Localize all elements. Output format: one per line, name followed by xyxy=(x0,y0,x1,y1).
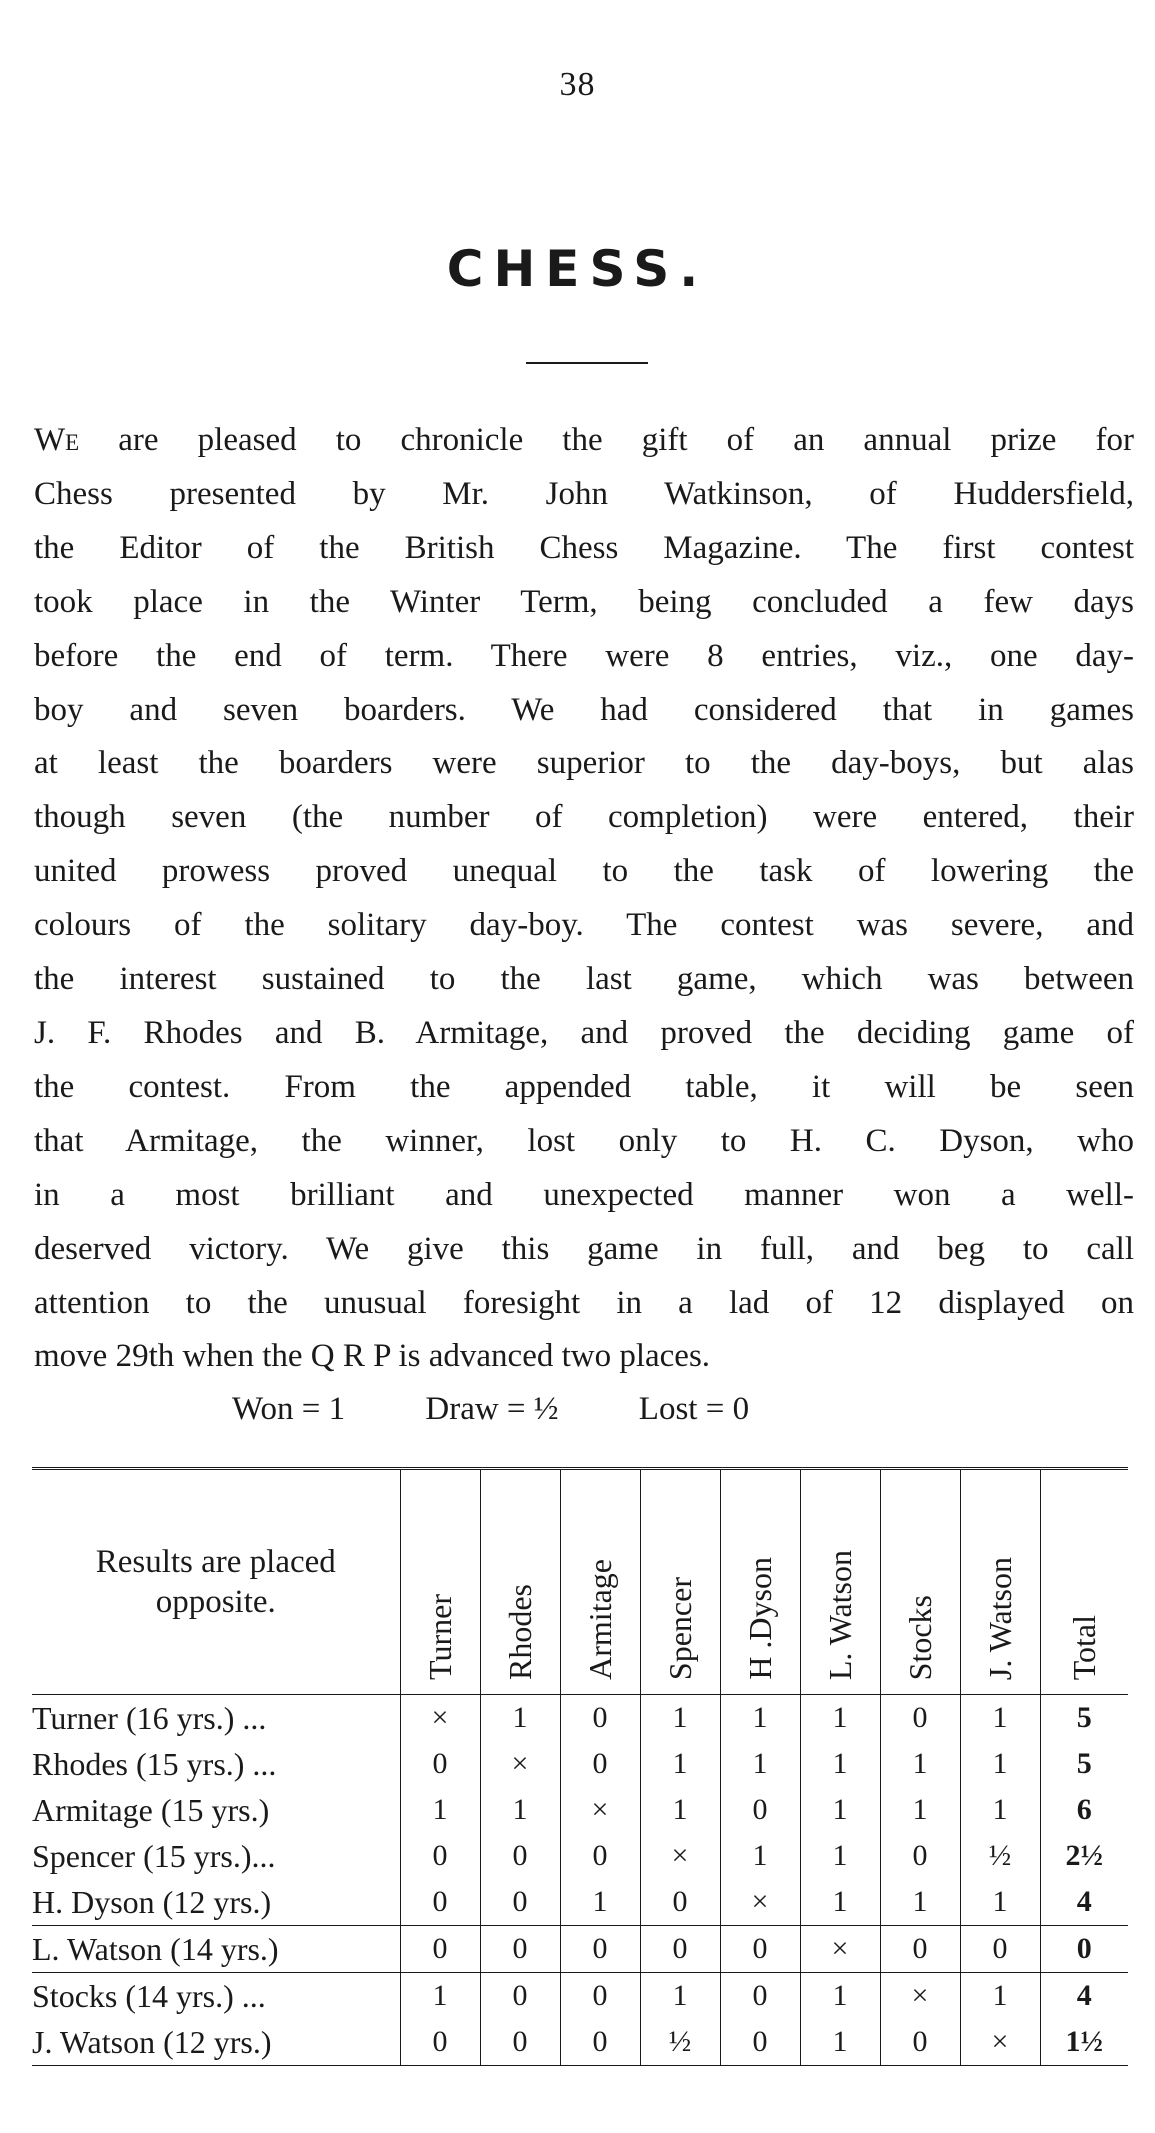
total-cell: 1½ xyxy=(1040,2019,1128,2066)
total-cell: 5 xyxy=(1040,1695,1128,1742)
player-name: J. Watson (12 yrs.) xyxy=(32,2019,400,2066)
result-cell: 1 xyxy=(800,1879,880,1926)
result-cell: 1 xyxy=(960,1973,1040,2020)
total-cell: 0 xyxy=(1040,1926,1128,1973)
result-cell: 1 xyxy=(480,1695,560,1742)
column-header-label: J. Watson xyxy=(981,1556,1018,1680)
page-title: CHESS. xyxy=(446,240,709,298)
result-cell: 0 xyxy=(880,1695,960,1742)
result-cell: × xyxy=(960,2019,1040,2066)
result-cell: 1 xyxy=(720,1695,800,1742)
result-cell: 1 xyxy=(960,1879,1040,1926)
result-cell: 1 xyxy=(640,1695,720,1742)
result-cell: 0 xyxy=(400,1833,480,1879)
table-row xyxy=(32,2019,1128,2066)
column-header-label: Spencer xyxy=(661,1576,698,1680)
result-cell: 0 xyxy=(880,1833,960,1879)
result-cell: 1 xyxy=(880,1741,960,1787)
table-row xyxy=(32,1695,1128,1742)
result-cell: × xyxy=(800,1926,880,1973)
body-line: attention to the unusual foresight in a lad of 12 displayed on xyxy=(34,1284,1134,1321)
result-cell: 0 xyxy=(640,1879,720,1926)
result-cell: 1 xyxy=(400,1787,480,1833)
table-row xyxy=(32,1973,1128,2020)
player-name: Rhodes (15 yrs.) ... xyxy=(32,1745,277,1782)
result-cell: 1 xyxy=(560,1879,640,1926)
result-cell: 0 xyxy=(560,1833,640,1879)
total-cell: 4 xyxy=(1040,1879,1128,1926)
column-header-label: Stocks xyxy=(901,1594,938,1680)
column-header-label: Rhodes xyxy=(501,1584,538,1680)
result-cell: 1 xyxy=(400,1973,480,2020)
result-cell: × xyxy=(480,1741,560,1787)
result-cell: 0 xyxy=(640,1926,720,1973)
result-cell: 0 xyxy=(560,2019,640,2066)
result-cell: 0 xyxy=(480,1926,560,1973)
corner-label: Results are placed opposite. xyxy=(32,1469,400,1695)
header-row xyxy=(32,1469,1128,1695)
result-cell: 1 xyxy=(640,1741,720,1787)
result-cell: 0 xyxy=(480,1879,560,1926)
body-line: the contest. From the appended table, it will be seen xyxy=(34,1068,1134,1105)
column-header xyxy=(400,1469,480,1695)
body-line: boy and seven boarders. We had considered that in games xyxy=(34,691,1134,728)
body-line: that Armitage, the winner, lost only to H. C. Dyson, who xyxy=(34,1122,1134,1159)
body-line: though seven (the number of completion) were entered, their xyxy=(34,799,1134,836)
result-cell: 1 xyxy=(800,1695,880,1742)
result-cell: × xyxy=(640,1833,720,1879)
column-header-label: H .Dyson xyxy=(741,1557,778,1680)
result-cell: 0 xyxy=(480,1833,560,1879)
body-line: deserved victory. We give this game in full, and beg to call xyxy=(34,1230,1134,1267)
column-header xyxy=(800,1469,880,1695)
drop-smallcaps: We xyxy=(34,422,80,458)
table-row xyxy=(32,1741,1128,1787)
body-line: Chess presented by Mr. John Watkinson, of Huddersfield, xyxy=(34,475,1134,512)
result-cell: 0 xyxy=(560,1926,640,1973)
body-line: the interest sustained to the last game, which was between xyxy=(34,961,1134,998)
result-cell: 1 xyxy=(800,1973,880,2020)
result-cell: × xyxy=(880,1973,960,2020)
column-header xyxy=(880,1469,960,1695)
body-line: before the end of term. There were 8 entries, viz., one day- xyxy=(34,637,1134,674)
result-cell: 0 xyxy=(720,1973,800,2020)
result-cell: 1 xyxy=(640,1787,720,1833)
player-name: Spencer (15 yrs.)... xyxy=(32,1837,276,1874)
body-line: united prowess proved unequal to the task of lowering the xyxy=(34,853,1134,890)
column-header-label: Total xyxy=(1065,1614,1102,1680)
column-header xyxy=(480,1469,560,1695)
player-name: L. Watson (14 yrs.) xyxy=(32,1926,400,1973)
column-header-label: Armitage xyxy=(581,1559,618,1680)
result-cell: ½ xyxy=(960,1833,1040,1879)
result-cell: 1 xyxy=(720,1741,800,1787)
result-cell: 1 xyxy=(880,1879,960,1926)
table-row xyxy=(32,1879,1128,1926)
player-name: Armitage (15 yrs.) xyxy=(32,1791,270,1828)
result-cell: 0 xyxy=(880,2019,960,2066)
table-row xyxy=(32,1787,1128,1833)
body-line: J. F. Rhodes and B. Armitage, and proved the deciding game of xyxy=(34,1014,1134,1051)
body-line xyxy=(34,414,1134,468)
column-header xyxy=(560,1469,640,1695)
result-cell: 0 xyxy=(400,2019,480,2066)
body-line: in a most brilliant and unexpected manner won a well- xyxy=(34,1176,1134,1213)
result-cell: 1 xyxy=(800,2019,880,2066)
legend-draw: Draw = ½ xyxy=(425,1391,559,1427)
result-cell: 0 xyxy=(720,1787,800,1833)
column-header-label: L. Watson xyxy=(821,1549,858,1680)
player-name: H. Dyson (12 yrs.) xyxy=(32,1879,400,1926)
result-cell: 0 xyxy=(560,1695,640,1742)
result-cell: 0 xyxy=(560,1741,640,1787)
result-cell: 1 xyxy=(960,1787,1040,1833)
result-cell: 1 xyxy=(800,1741,880,1787)
title-divider xyxy=(526,362,648,364)
result-cell: 1 xyxy=(800,1787,880,1833)
table-row xyxy=(32,1833,1128,1879)
result-cell: 0 xyxy=(480,2019,560,2066)
total-cell: 2½ xyxy=(1040,1833,1128,1879)
body-line: at least the boarders were superior to the day-boys, but alas xyxy=(34,745,1134,782)
result-cell: 0 xyxy=(400,1926,480,1973)
total-cell: 4 xyxy=(1040,1973,1128,2020)
body-line: the Editor of the British Chess Magazine. The first contest xyxy=(34,529,1134,566)
result-cell: ½ xyxy=(640,2019,720,2066)
legend-won: Won = 1 xyxy=(232,1391,346,1427)
column-header xyxy=(720,1469,800,1695)
page-number: 38 xyxy=(559,66,596,103)
total-cell: 5 xyxy=(1040,1741,1128,1787)
table-row xyxy=(32,1926,1128,1973)
result-cell: 1 xyxy=(480,1787,560,1833)
result-cell: 0 xyxy=(880,1926,960,1973)
column-header xyxy=(640,1469,720,1695)
player-name: Turner (16 yrs.) ... xyxy=(32,1699,267,1736)
result-cell: 0 xyxy=(480,1973,560,2020)
result-cell: 1 xyxy=(880,1787,960,1833)
results-table xyxy=(32,1467,1128,2066)
total-cell: 6 xyxy=(1040,1787,1128,1833)
body-line: took place in the Winter Term, being concluded a few days xyxy=(34,583,1134,620)
result-cell: × xyxy=(400,1695,480,1742)
legend-lost: Lost = 0 xyxy=(638,1391,750,1427)
result-cell: 0 xyxy=(720,2019,800,2066)
result-cell: × xyxy=(560,1787,640,1833)
result-cell: × xyxy=(720,1879,800,1926)
first-line-text: are pleased to chronicle the gift of an annual prize for xyxy=(79,422,1134,458)
column-header-total xyxy=(1040,1469,1128,1695)
player-name: Stocks (14 yrs.) ... xyxy=(32,1977,266,2014)
result-cell: 0 xyxy=(560,1973,640,2020)
body-line: move 29th when the Q R P is advanced two places. xyxy=(34,1338,711,1375)
results-body xyxy=(32,1695,1128,2066)
result-cell: 0 xyxy=(400,1879,480,1926)
result-cell: 0 xyxy=(960,1926,1040,1973)
column-header-label: Turner xyxy=(421,1594,458,1680)
result-cell: 1 xyxy=(960,1695,1040,1742)
result-cell: 1 xyxy=(800,1833,880,1879)
result-cell: 1 xyxy=(960,1741,1040,1787)
result-cell: 1 xyxy=(640,1973,720,2020)
score-legend xyxy=(232,1391,821,1428)
body-line: colours of the solitary day-boy. The contest was severe, and xyxy=(34,907,1134,944)
column-header xyxy=(960,1469,1040,1695)
result-cell: 0 xyxy=(720,1926,800,1973)
result-cell: 0 xyxy=(400,1741,480,1787)
article-body xyxy=(34,414,1134,1384)
result-cell: 1 xyxy=(720,1833,800,1879)
